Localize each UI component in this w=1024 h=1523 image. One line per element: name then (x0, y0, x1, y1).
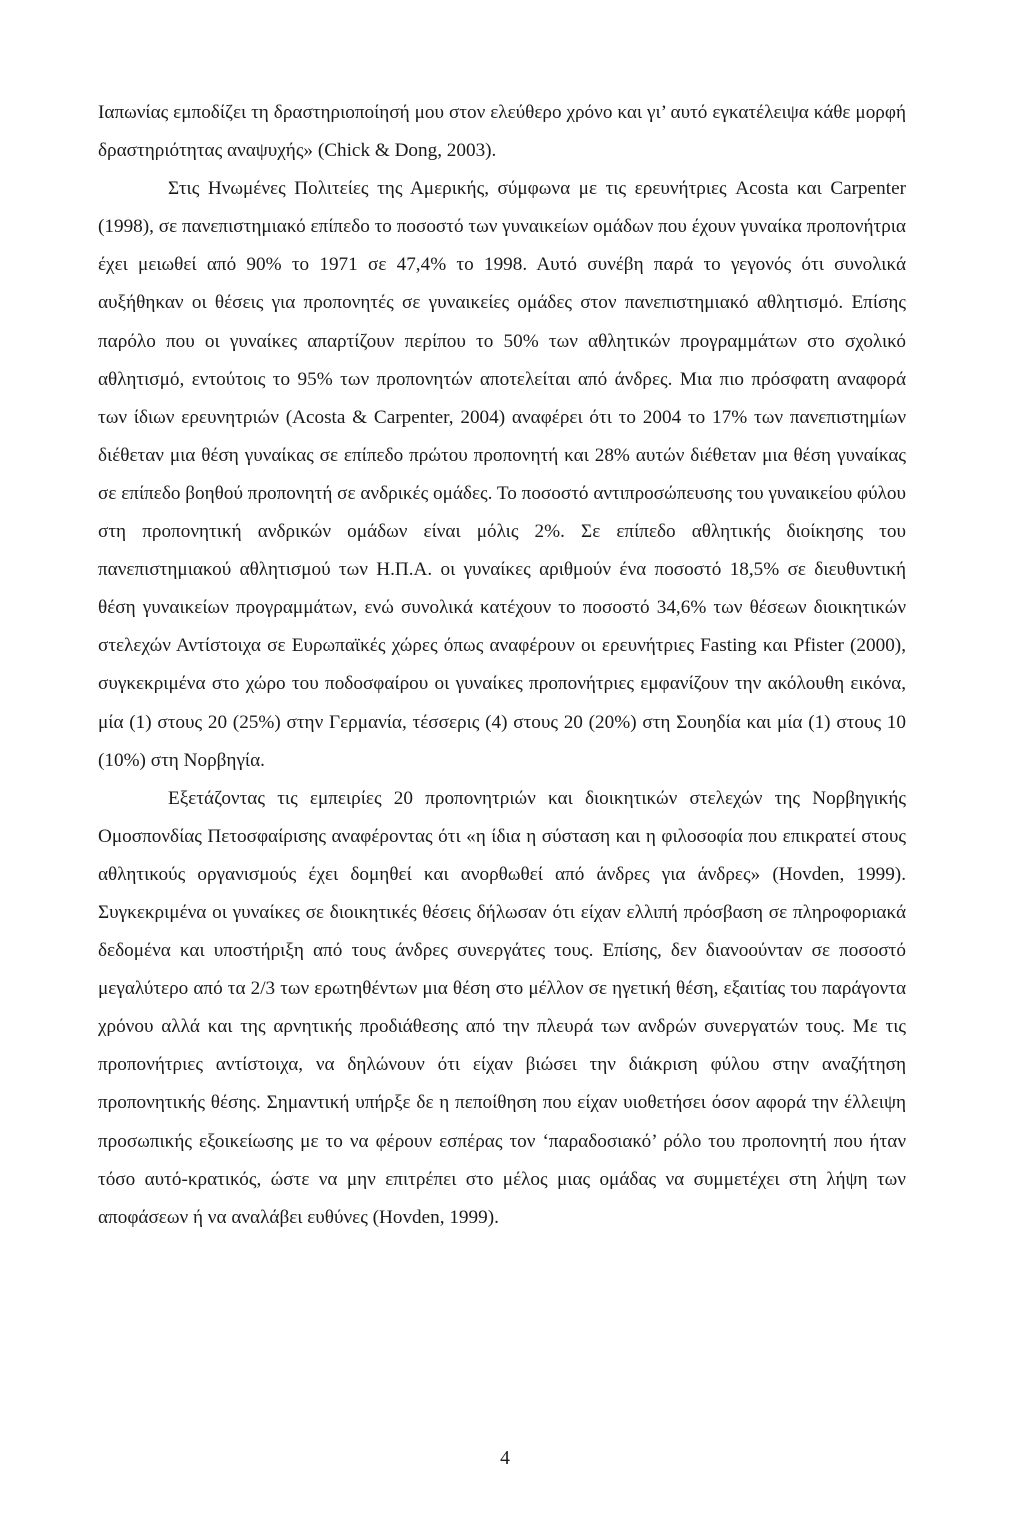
page-number: 4 (500, 1448, 510, 1469)
body-text (98, 94, 906, 1237)
paragraph-continued: Ιαπωνίας εμποδίζει τη δραστηριοποίησή μου στον ελεύθερο χρόνο και γι’ αυτό εγκατέλειψα κάθε μορφή δραστηριότητας αναψυχής» (Chick & Dong, 2003). (98, 102, 906, 162)
paragraph-usa-statistics: Στις Ηνωμένες Πολιτείες της Αμερικής, σύμφωνα με τις ερευνήτριες Acosta και Carpenter (1998), σε πανεπιστημιακό επίπεδο το ποσοστό των γυναικείων ομάδων που έχουν γυναίκα προπονήτρια έχει μειωθεί από 90% το 1971 σε 47,4% το 1998. Αυτό συνέβη παρά το γεγονός ότι συνολικά αυξήθηκαν οι θέσεις για προπονητές σε γυναικείες ομάδες στον πανεπιστημιακό αθλητισμό. Επίσης παρόλο που οι γυναίκες απαρτίζουν περίπου το 50% των αθλητικών προγραμμάτων στο σχολικό αθλητισμό, εντούτοις το 95% των προπονητών αποτελείται από άνδρες. Μια πιο πρόσφατη αναφορά των ίδιων ερευνητριών (Acosta & Carpenter, 2004) αναφέρει ότι το 2004 το 17% των πανεπιστημίων διέθεταν μια θέση γυναίκας σε επίπεδο πρώτου προπονητή και 28% αυτών διέθεταν μια θέση γυναίκας σε επίπεδο βοηθού προπονητή σε ανδρικές ομάδες. Το ποσοστό αντιπροσώπευσης του γυναικείου φύλου στη προπονητική ανδρικών ομάδων είναι μόλις 2%. Σε επίπεδο αθλητικής διοίκησης του πανεπιστημιακού αθλητισμού των Η.Π.Α. οι γυναίκες αριθμούν ένα ποσοστό 18,5% σε διευθυντική θέση γυναικείων προγραμμάτων, ενώ συνολικά κατέχουν το ποσοστό 34,6% των θέσεων διοικητικών στελεχών Αντίστοιχα σε Ευρωπαϊκές χώρες όπως αναφέρουν οι ερευνήτριες Fasting και Pfister (2000), συγκεκριμένα στο χώρο του ποδοσφαίρου οι γυναίκες προπονήτριες εμφανίζουν την ακόλουθη εικόνα, μία (1) στους 20 (25%) στην Γερμανία, τέσσερις (4) στους 20 (20%) στη Σουηδία και μία (1) στους 10 (10%) στη Νορβηγία. (98, 178, 906, 771)
paragraph-norway-study: Εξετάζοντας τις εμπειρίες 20 προπονητριών και διοικητικών στελεχών της Νορβηγικής Ομοσπονδίας Πετοσφαίρισης αναφέροντας ότι «η ίδια η σύσταση και η φιλοσοφία που επικρατεί στους αθλητικούς οργανισμούς έχει δομηθεί και ανορθωθεί από άνδρες για άνδρες» (Hovden, 1999). Συγκεκριμένα οι γυναίκες σε διοικητικές θέσεις δήλωσαν ότι είχαν ελλιπή πρόσβαση σε πληροφοριακά δεδομένα και υποστήριξη από τους άνδρες συνεργάτες τους. Επίσης, δεν διανοούνταν σε ποσοστό μεγαλύτερο από τα 2/3 των ερωτηθέντων μια θέση στο μέλλον σε ηγετική θέση, εξαιτίας του παράγοντα χρόνου αλλά και της αρνητικής προδιάθεσης από την πλευρά των ανδρών συνεργατών τους. Με τις προπονήτριες αντίστοιχα, να δηλώνουν ότι είχαν βιώσει την διάκριση φύλου στην αναζήτηση προπονητικής θέσης. Σημαντική υπήρξε δε η πεποίθηση που είχαν υιοθετήσει όσον αφορά την έλλειψη προσωπικής εξοικείωσης με το να φέρουν εσπέρας τον ‘παραδοσιακό’ ρόλο του προπονητή που ήταν τόσο αυτό-κρατικός, ώστε να μην επιτρέπει στο μέλος μιας ομάδας να συμμετέχει στη λήψη των αποφάσεων ή να αναλάβει ευθύνες (Hovden, 1999). (98, 787, 906, 1228)
